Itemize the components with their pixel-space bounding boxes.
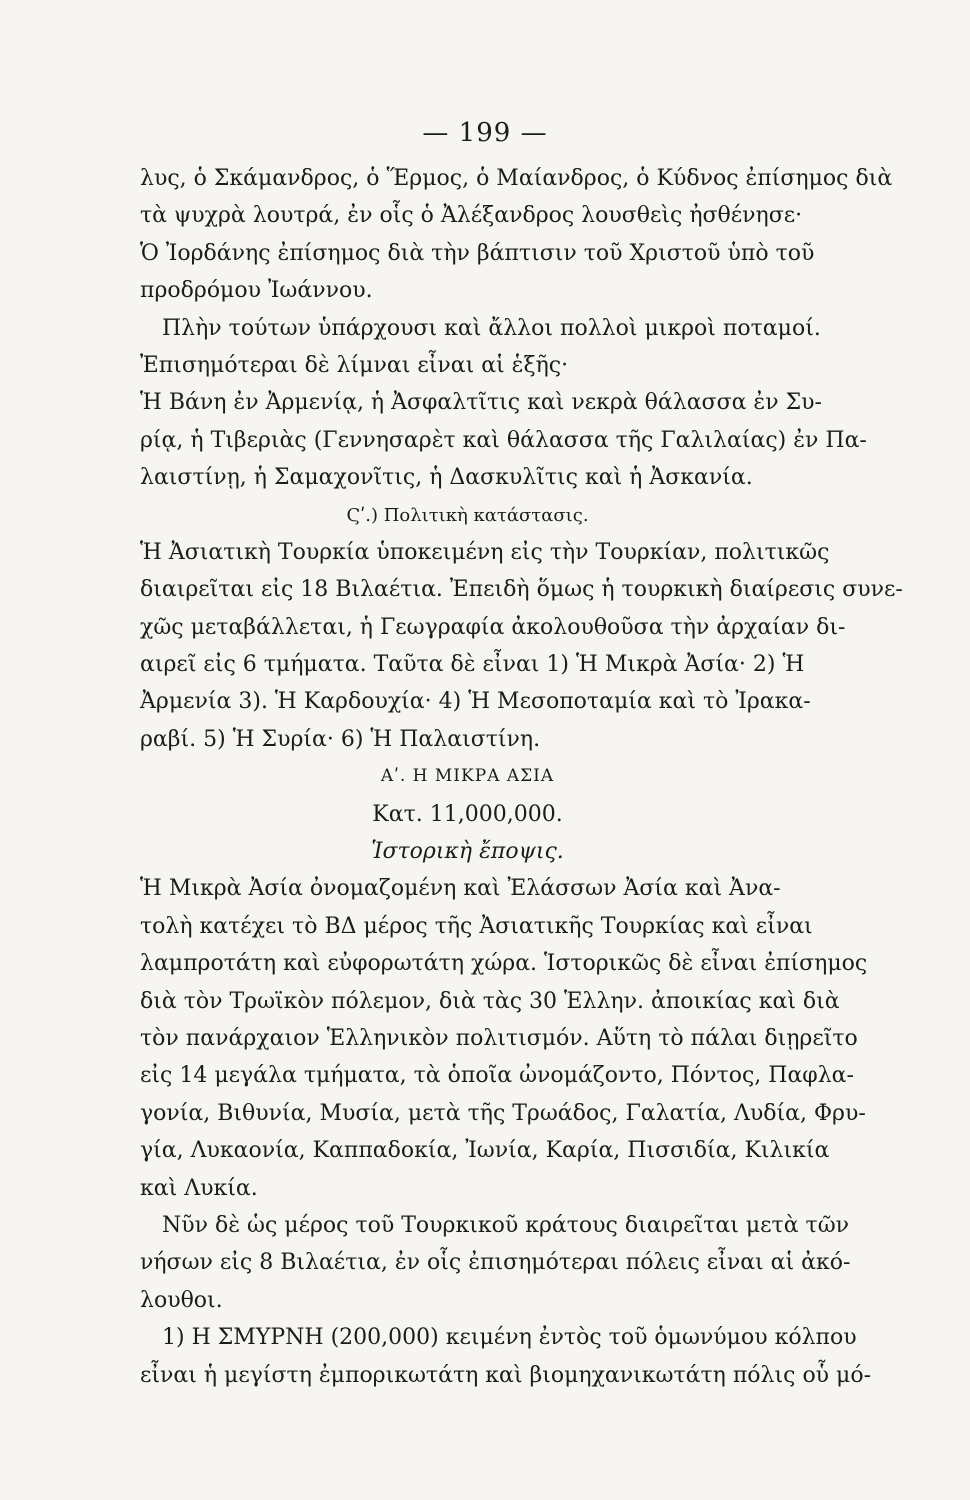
text-line: λαιστίνῃ, ἡ Σαμαχονῖτις, ἡ Δασκυλῖτις καὶ ἡ Ἀσκανία. (140, 465, 753, 491)
text-line: καὶ Λυκία. (140, 1175, 258, 1201)
text-line: Ἡ Μικρὰ Ἀσία ὀνομαζομένη καὶ Ἐλάσσων Ἀσία καὶ Ἀνα- (140, 876, 781, 902)
text-line: Ἐπισημότεραι δὲ λίμναι εἶναι αἱ ἑξῆς· (140, 352, 569, 378)
text-line: προδρόμου Ἰωάννου. (140, 278, 373, 304)
text-line: τολὴ κατέχει τὸ ΒΔ μέρος τῆς Ἀσιατικῆς Τουρκίας καὶ εἶναι (140, 913, 813, 939)
text-line: διὰ τὸν Τρωϊκὸν πόλεμον, διὰ τὰς 30 Ἑλλην. ἀποικίας καὶ διὰ (140, 988, 840, 1014)
text-line: εἶναι ἡ μεγίστη ἐμπορικωτάτη καὶ βιομηχανικωτάτη πόλις οὗ μό- (140, 1362, 872, 1388)
text-line: εἰς 14 μεγάλα τμήματα, τὰ ὁποῖα ὠνομάζοντο, Πόντος, Παφλα- (140, 1063, 854, 1089)
text-line: γονία, Βιθυνία, Μυσία, μετὰ τῆς Τρωάδος, Γαλατία, Λυδία, Φρυ- (140, 1100, 866, 1126)
section-heading: Ϛʹ.) Πολιτικὴ κατάστασις. (346, 504, 589, 526)
text-line: Ἡ Βάνη ἐν Ἀρμενίᾳ, ἡ Ἀσφαλτῖτις καὶ νεκρὰ θάλασσα ἐν Συ- (140, 390, 822, 416)
text-line: Νῦν δὲ ὡς μέρος τοῦ Τουρκικοῦ κράτους διαιρεῖται μετὰ τῶν (162, 1212, 850, 1238)
text-line: Ἡ Ἀσιατικὴ Τουρκία ὑποκειμένη εἰς τὴν Τουρκίαν, πολιτικῶς (140, 539, 830, 565)
page-text (140, 160, 903, 1394)
chapter-population: Κατ. 11,000,000. (372, 801, 563, 827)
text-line: Πλὴν τούτων ὑπάρχουσι καὶ ἄλλοι πολλοὶ μικροὶ ποταμοί. (162, 315, 821, 341)
text-line: Ἀρμενία 3). Ἡ Καρδουχία· 4) Ἡ Μεσοποταμία καὶ τὸ Ἰρακα- (140, 689, 811, 715)
text-line: διαιρεῖται εἰς 18 Βιλαέτια. Ἐπειδὴ ὅμως ἡ τουρκικὴ διαίρεσις συνε- (140, 577, 903, 603)
chapter-title: Αʹ. Η ΜΙΚΡΑ ΑΣΙΑ (380, 766, 555, 787)
text-line: νήσων εἰς 8 Βιλαέτια, ἐν οἷς ἐπισημότεραι πόλεις εἶναι αἱ ἀκό- (140, 1250, 851, 1276)
text-line: χῶς μεταβάλλεται, ἡ Γεωγραφία ἀκολουθοῦσα τὴν ἀρχαίαν δι- (140, 614, 846, 640)
text-line: λουθοι. (140, 1287, 223, 1313)
text-line: τὸν πανάρχαιον Ἑλληνικὸν πολιτισμόν. Αὕτη τὸ πάλαι διῃρεῖτο (140, 1025, 858, 1051)
text-line: ρίᾳ, ἡ Τιβεριὰς (Γεννησαρὲτ καὶ θάλασσα τῆς Γαλιλαίας) ἐν Πα- (140, 427, 867, 453)
text-line: 1) Η ΣΜΥΡΝΗ (200,000) κειμένη ἐντὸς τοῦ ὁμωνύμου κόλπου (162, 1325, 857, 1351)
text-line: αιρεῖ εἰς 6 τμήματα. Ταῦτα δὲ εἶναι 1) Ἡ Μικρὰ Ἀσία· 2) Ἡ (140, 652, 805, 678)
subsection-heading: Ἱστορικὴ ἔποψις. (371, 839, 564, 865)
text-line: Ὁ Ἰορδάνης ἐπίσημος διὰ τὴν βάπτισιν τοῦ Χριστοῦ ὑπὸ τοῦ (140, 240, 815, 266)
text-line: τὰ ψυχρὰ λουτρά, ἐν οἷς ὁ Ἀλέξανδρος λουσθεὶς ἠσθένησε· (140, 203, 803, 229)
text-line: λαμπροτάτη καὶ εὐφορωτάτη χώρα. Ἱστορικῶς δὲ εἶναι ἐπίσημος (140, 951, 868, 977)
text-line: λυς, ὁ Σκάμανδρος, ὁ Ἕρμος, ὁ Μαίανδρος, ὁ Κύδνος ἐπίσημος διὰ (140, 166, 893, 191)
text-line: ραβί. 5) Ἡ Συρία· 6) Ἡ Παλαιστίνη. (140, 726, 541, 752)
page-number: — 199 — (422, 118, 548, 148)
text-line: γία, Λυκαονία, Καππαδοκία, Ἰωνία, Καρία, Πισσιδία, Κιλικία (140, 1138, 830, 1164)
